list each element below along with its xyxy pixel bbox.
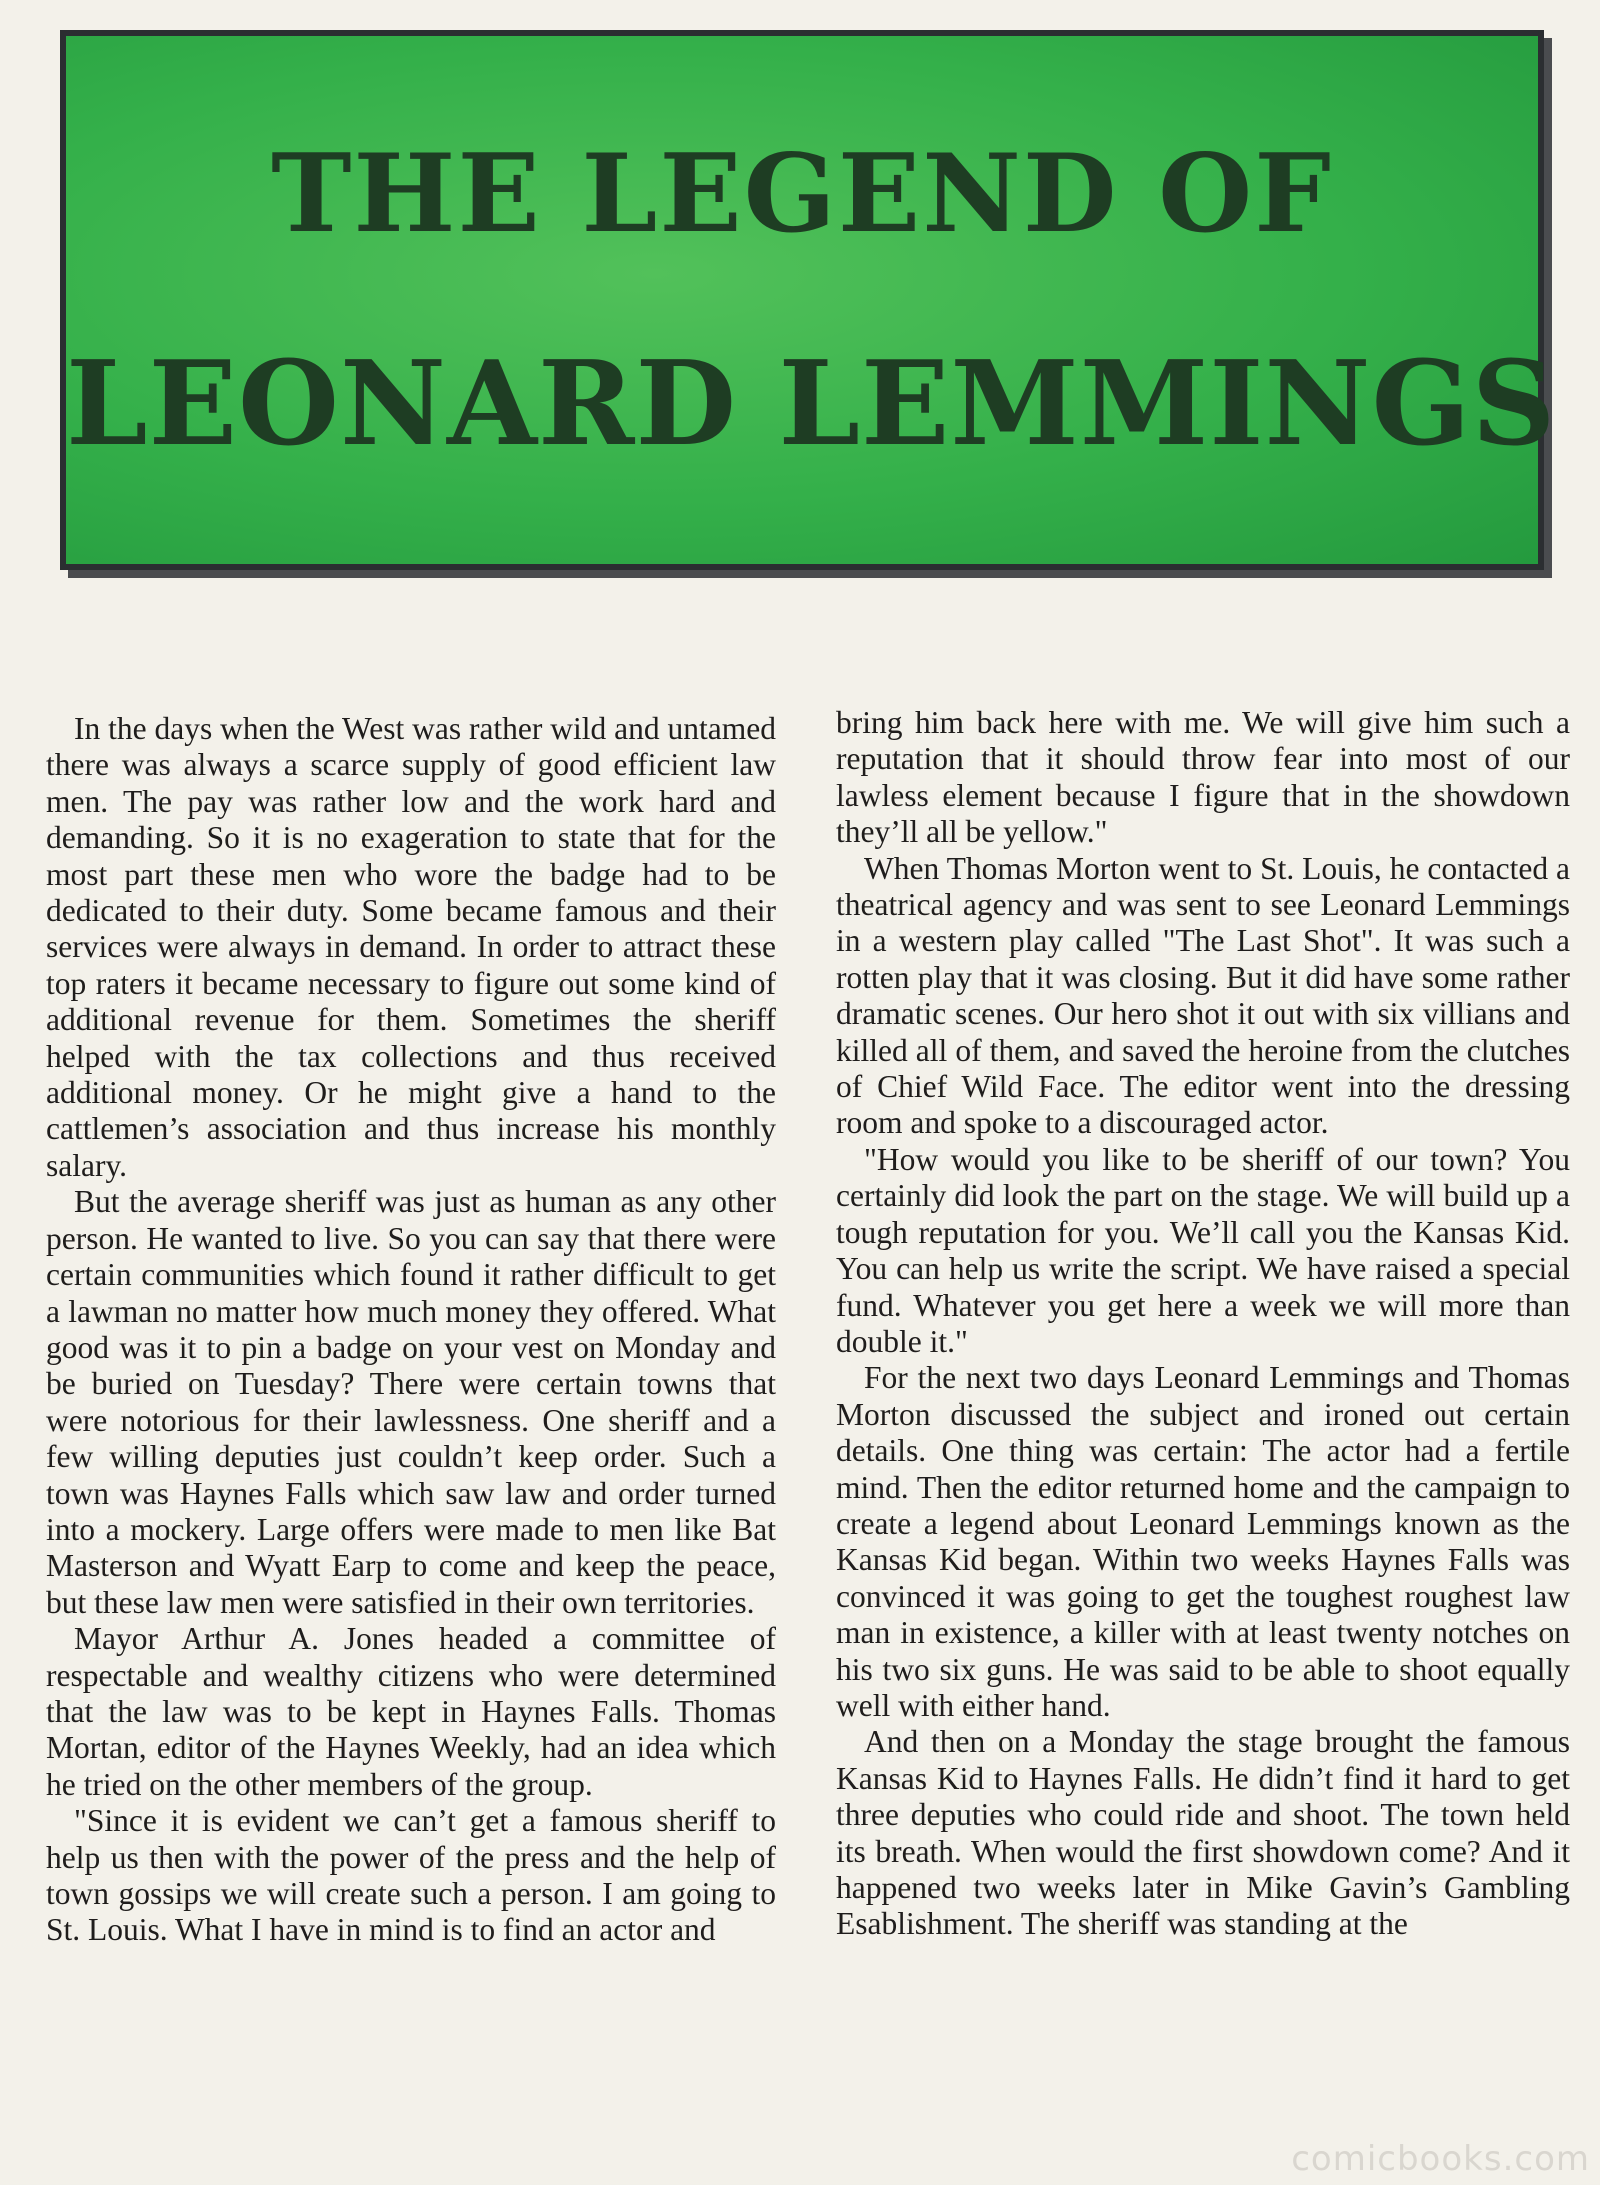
paragraph: In the days when the West was rather wild and untamed there was always a scarce supply of good efficient law men. The pay was rather low and the work hard and demanding. So it is no exageration to state that for the most part these men who wore the badge had to be dedicated to their duty. Some became famous and their services were always in demand. In order to attract these top raters it became necessary to figure out some kind of additional revenue for them. Sometimes the sheriff helped with the tax collections and thus received additional money. Or he might give a hand to the cattlemen’s association and thus increase his monthly salary. <box>46 711 776 1183</box>
paragraph: But the average sheriff was just as human as any other person. He wanted to live. So you can say that there were certain communities which found it rather difficult to get a lawman no matter how much money they offered. What good was it to pin a badge on your vest on Monday and be buried on Tuesday? There were certain towns that were notorious for their lawlessness. One sheriff and a few willing deputies just couldn’t keep order. Such a town was Haynes Falls which saw law and order turned into a mockery. Large offers were made to men like Bat Masterson and Wyatt Earp to come and keep the peace, but these law men were satisfied in their own territories. <box>46 1184 776 1620</box>
paragraph-continuation: bring him back here with me. We will give him such a reputation that it should throw fear into most of our lawless element because I figure that in the showdown they’ll all be yellow." <box>836 705 1570 850</box>
paragraph: And then on a Monday the stage brought the famous Kansas Kid to Haynes Falls. He didn’t find it hard to get three deputies who could ride and shoot. The town held its breath. When would the first showdown come? And it happened two weeks later in Mike Gavin’s Gambling Esablishment. The sheriff was standing at the <box>836 1724 1570 1942</box>
paragraph: "How would you like to be sheriff of our town? You certainly did look the part on the stage. We will build up a tough reputation for you. We’ll call you the Kansas Kid. You can help us write the script. We have raised a special fund. Whatever you get here a week we will more than double it." <box>836 1141 1570 1359</box>
paragraph: When Thomas Morton went to St. Louis, he contacted a theatrical agency and was sent to see Leonard Lemmings in a western play called "The Last Shot". It was such a rotten play that it was closing. But it did have some rather dramatic scenes. Our hero shot it out with six villians and killed all of them, and saved the heroine from the clutches of Chief Wild Face. The editor went into the dressing room and spoke to a discouraged actor. <box>836 850 1570 1141</box>
paragraph: "Since it is evident we can’t get a famous sheriff to help us then with the power of the press and the help of town gossips we will create such a person. I am going to St. Louis. What I have in mind is to find an actor and <box>46 1803 776 1948</box>
title-banner <box>60 30 1557 570</box>
watermark: comicbooks.com <box>1291 2139 1590 2179</box>
paragraph: For the next two days Leonard Lemmings and Thomas Morton discussed the subject and ironed out certain details. One thing was certain: The actor had a fertile mind. Then the editor returned home and the campaign to create a legend about Leonard Lemmings known as the Kansas Kid began. Within two weeks Haynes Falls was convinced it was going to get the toughest roughest law man in existence, a killer with at least twenty notches on his two six guns. He was said to be able to shoot equally well with either hand. <box>836 1360 1570 1723</box>
article-column-left <box>46 711 776 1949</box>
article-column-right <box>836 705 1570 1943</box>
title-line-2: LEONARD LEMMINGS <box>66 336 1557 472</box>
paragraph: Mayor Arthur A. Jones headed a committee of respectable and wealthy citizens who were determined that the law was to be kept in Haynes Falls. Thomas Mortan, editor of the Haynes Weekly, had an idea which he tried on the other members of the group. <box>46 1621 776 1802</box>
title-line-1: THE LEGEND OF <box>271 131 1333 257</box>
